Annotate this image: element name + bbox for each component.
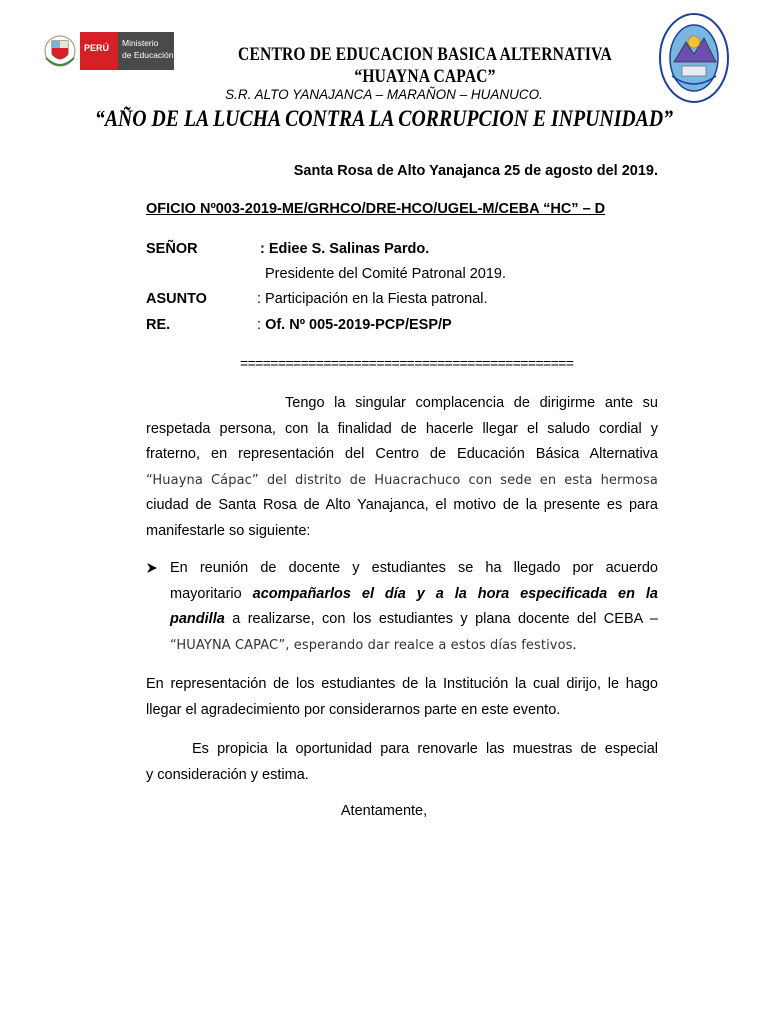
p3-line: y consideración y estima. [146,766,309,783]
p2-line: En representación de los estudiantes de la Institución la cual dirijo, le hago [146,676,658,692]
re-reference: Of. Nº 005-2019-PCP/ESP/P [265,317,452,333]
re-label: RE. [146,317,171,333]
bullet-emphasis: pandilla [170,611,225,627]
institution-title: CENTRO DE EDUCACION BASICA ALTERNATIVA “HUAYNA CAPAC” [238,44,612,87]
bullet-text: “HUAYNA CAPAC”, esperando dar realce a estos días festivos [170,637,573,653]
paragraph-thanks [146,672,658,723]
bullet-item [170,556,658,658]
paragraph-intro [146,391,658,544]
p1-line: manifestarle so siguiente: [146,522,311,539]
p1-line: “Huayna Cápac” del distrito de Huacrachuco con sede en esta hermosa [146,472,658,488]
p3-line: Es propicia la oportunidad para renovarle las muestras de especial [192,741,658,757]
p1-line: ciudad de Santa Rosa de Alto Yanajanca, el motivo de la presente es para [146,497,658,513]
senor-value: : Ediee S. Salinas Pardo. [260,241,430,257]
arrow-bullet-icon [146,561,158,577]
ministry-name-line2: de Educación [122,50,174,60]
senor-label: SEÑOR [146,241,198,257]
institution-location: S.R. ALTO YANAJANCA – MARAÑON – HUANUCO. [225,87,543,102]
bullet-emphasis: acompañarlos el día y a la hora especificada en la [252,585,658,602]
bullet-text: mayoritario [170,585,253,602]
ministry-logo [40,28,174,74]
bullet-line [170,582,658,608]
p1-line: Tengo la singular complacencia de dirigirme ante su [285,395,658,411]
p1-line: respetada persona, con la finalidad de hacerle llegar el saludo cordial y [146,420,658,437]
senor-title: Presidente del Comité Patronal 2019. [265,266,507,282]
asunto-label: ASUNTO [146,291,207,307]
bullet-line: En reunión de docente y estudiantes se ha llegado por acuerdo [170,560,658,576]
ministry-country: PERÚ [84,43,110,53]
letter-date: Santa Rosa de Alto Yanajanca 25 de agosto del 2019. [293,163,658,179]
oficio-number: OFICIO Nº003-2019-ME/GRHCO/DRE-HCO/UGEL-M/CEBA “HC” – D [146,201,606,217]
bullet-text: . [572,636,577,653]
bullet-line [170,607,658,633]
paragraph-closing [146,737,658,788]
divider-line: ============================================ [240,355,574,371]
bullet-text: a realizarse, con los estudiantes y plana docente del CEBA – [224,611,658,627]
re-colon: : [257,317,266,333]
closing-salutation: Atentamente, [340,803,428,819]
p1-line: fraterno, en representación del Centro de Educación Básica Alternativa [146,446,658,462]
p2-line: llegar el agradecimiento por considerarnos parte en este evento. [146,701,561,718]
bullet-line [170,633,658,659]
asunto-value: : Participación en la Fiesta patronal. [257,291,488,307]
year-motto: “AÑO DE LA LUCHA CONTRA LA CORRUPCION E INPUNIDAD” [94,106,674,131]
ministry-name-line1: Ministerio [122,38,159,48]
re-value [257,317,452,333]
